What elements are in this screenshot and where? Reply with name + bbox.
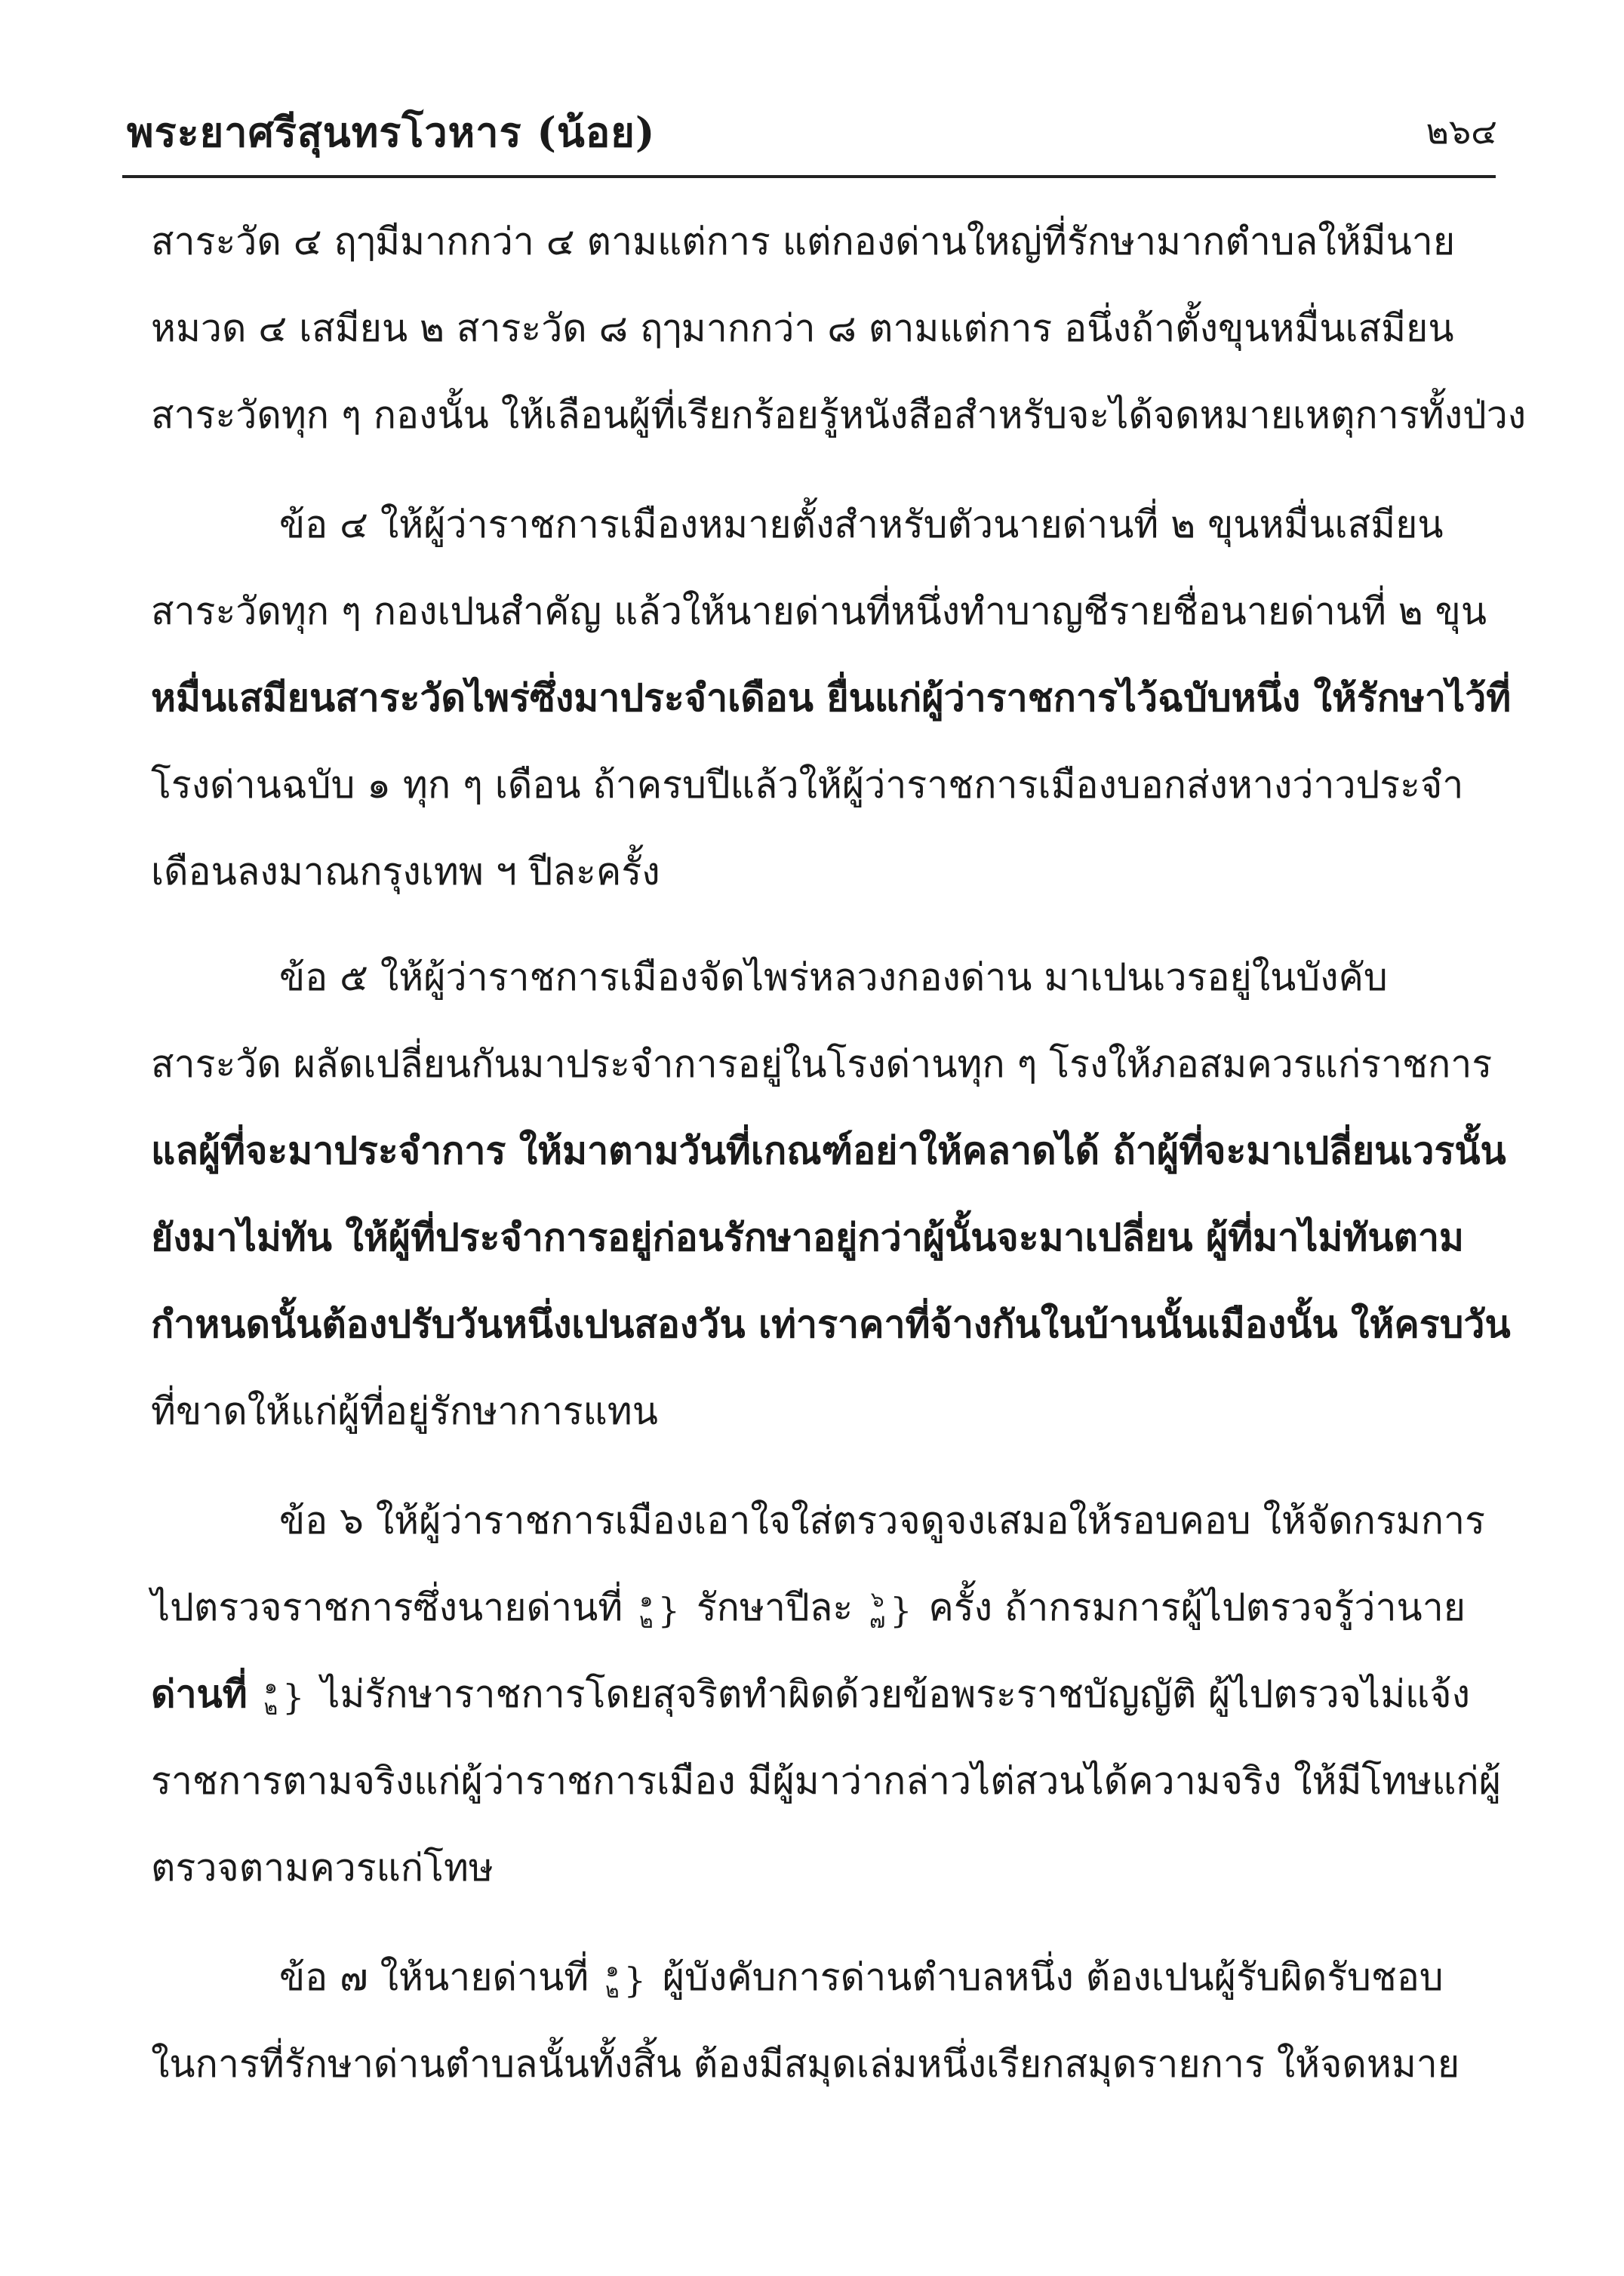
text-fragment: ครั้ง ถ้ากรมการผู้ไปตรวจรู้ว่านาย bbox=[928, 1586, 1466, 1629]
text-line: ข้อ ๕ ให้ผู้ว่าราชการเมืองจัดไพร่หลวงกองด่าน มาเปนเวรอยู่ในบังคับ bbox=[279, 955, 1388, 999]
brace-mark: } bbox=[890, 1590, 912, 1631]
text-line: เดือนลงมาณกรุงเทพ ฯ ปีละครั้ง bbox=[151, 850, 660, 893]
text-line: โรงด่านฉบับ ๑ ทุก ๆ เดือน ถ้าครบปีแล้วให้ผู้ว่าราชการเมืองบอกส่งหางว่าวประจำ bbox=[151, 763, 1464, 807]
text-line bbox=[151, 1672, 1494, 1720]
text-line: ยังมาไม่ทัน ให้ผู้ที่ประจำการอยู่ก่อนรักษาอยู่กว่าผู้นั้นจะมาเปลี่ยน ผู้ที่มาไม่ทันตาม bbox=[151, 1215, 1465, 1259]
brace-mark: } bbox=[623, 1960, 646, 2001]
stacked-numerals: ๑ ๒ bbox=[263, 1674, 278, 1720]
text-line: หมวด ๔ เสมียน ๒ สาระวัด ๘ ฤๅมากกว่า ๘ ตามแต่การ อนึ่งถ้าตั้งขุนหมื่นเสมียน bbox=[151, 306, 1454, 350]
page-number: ๒๖๔ bbox=[1426, 111, 1497, 152]
brace-mark: } bbox=[282, 1677, 305, 1718]
text-line: ตรวจตามควรแก่โทษ bbox=[151, 1846, 494, 1890]
text-line: ข้อ ๔ ให้ผู้ว่าราชการเมืองหมายตั้งสำหรับตัวนายด่านที่ ๒ ขุนหมื่นเสมียน bbox=[279, 503, 1444, 546]
stacked-numerals: ๑ ๒ bbox=[605, 1957, 620, 2003]
page-header-title: พระยาศรีสุนทรโวหาร (น้อย) bbox=[127, 108, 656, 156]
text-fragment: ด่านที่ bbox=[151, 1672, 248, 1716]
text-fragment: รักษาปีละ bbox=[696, 1586, 854, 1629]
stacked-numerals: ๖ ๗ bbox=[869, 1587, 886, 1633]
stacked-numerals: ๑ ๒ bbox=[639, 1587, 654, 1633]
text-line: ข้อ ๖ ให้ผู้ว่าราชการเมืองเอาใจใส่ตรวจดูจงเสมอให้รอบคอบ ให้จัดกรมการ bbox=[279, 1499, 1485, 1542]
header-rule bbox=[122, 175, 1496, 178]
text-fragment: ผู้บังคับการด่านตำบลหนึ่ง ต้องเปนผู้รับผิดรับชอบ bbox=[662, 1955, 1444, 1999]
text-line: หมื่นเสมียนสาระวัดไพร่ซึ่งมาประจำเดือน ยื่นแก่ผู้ว่าราชการไว้ฉบับหนึ่ง ให้รักษาไว้ที่ bbox=[151, 675, 1512, 720]
text-line: แลผู้ที่จะมาประจำการ ให้มาตามวันที่เกณฑ์อย่าให้คลาดได้ ถ้าผู้ที่จะมาเปลี่ยนเวรนั้น bbox=[151, 1128, 1506, 1173]
text-line: กำหนดนั้นต้องปรับวันหนึ่งเปนสองวัน เท่าราคาที่จ้างกันในบ้านนั้นเมืองนั้น ให้ครบวัน bbox=[151, 1302, 1511, 1346]
text-fragment: ไปตรวจราชการซึ่งนายด่านที่ bbox=[151, 1586, 623, 1629]
brace-mark: } bbox=[657, 1590, 680, 1631]
text-line: สาระวัดทุก ๆ กองเปนสำคัญ แล้วให้นายด่านที่หนึ่งทำบาญชีรายชื่อนายด่านที่ ๒ ขุน bbox=[151, 589, 1487, 633]
text-line: สาระวัด ๔ ฤๅมีมากกว่า ๔ ตามแต่การ แต่กองด่านใหญ่ที่รักษามากตำบลให้มีนาย bbox=[151, 220, 1456, 263]
text-line: ในการที่รักษาด่านตำบลนั้นทั้งสิ้น ต้องมีสมุดเล่มหนึ่งเรียกสมุดรายการ ให้จดหมาย bbox=[151, 2042, 1460, 2086]
text-fragment: ไม่รักษาราชการโดยสุจริตทำผิดด้วยข้อพระราชบัญญัติ ผู้ไปตรวจไม่แจ้ง bbox=[321, 1672, 1470, 1716]
text-line: สาระวัดทุก ๆ กองนั้น ให้เลือนผู้ที่เรียกร้อยรู้หนังสือสำหรับจะได้จดหมายเหตุการทั้งป่วง bbox=[151, 393, 1527, 437]
text-line bbox=[151, 1585, 1494, 1633]
text-line: ราชการตามจริงแก่ผู้ว่าราชการเมือง มีผู้มาว่ากล่าวไต่สวนได้ความจริง ให้มีโทษแก่ผู้ bbox=[151, 1759, 1501, 1803]
text-line: ที่ขาดให้แก่ผู้ที่อยู่รักษาการแทน bbox=[151, 1389, 658, 1433]
text-line bbox=[279, 1955, 1494, 2003]
text-line: สาระวัด ผลัดเปลี่ยนกันมาประจำการอยู่ในโรงด่านทุก ๆ โรงให้ภอสมควรแก่ราชการ bbox=[151, 1042, 1493, 1086]
text-fragment: ข้อ ๗ ให้นายด่านที่ bbox=[279, 1955, 589, 1999]
